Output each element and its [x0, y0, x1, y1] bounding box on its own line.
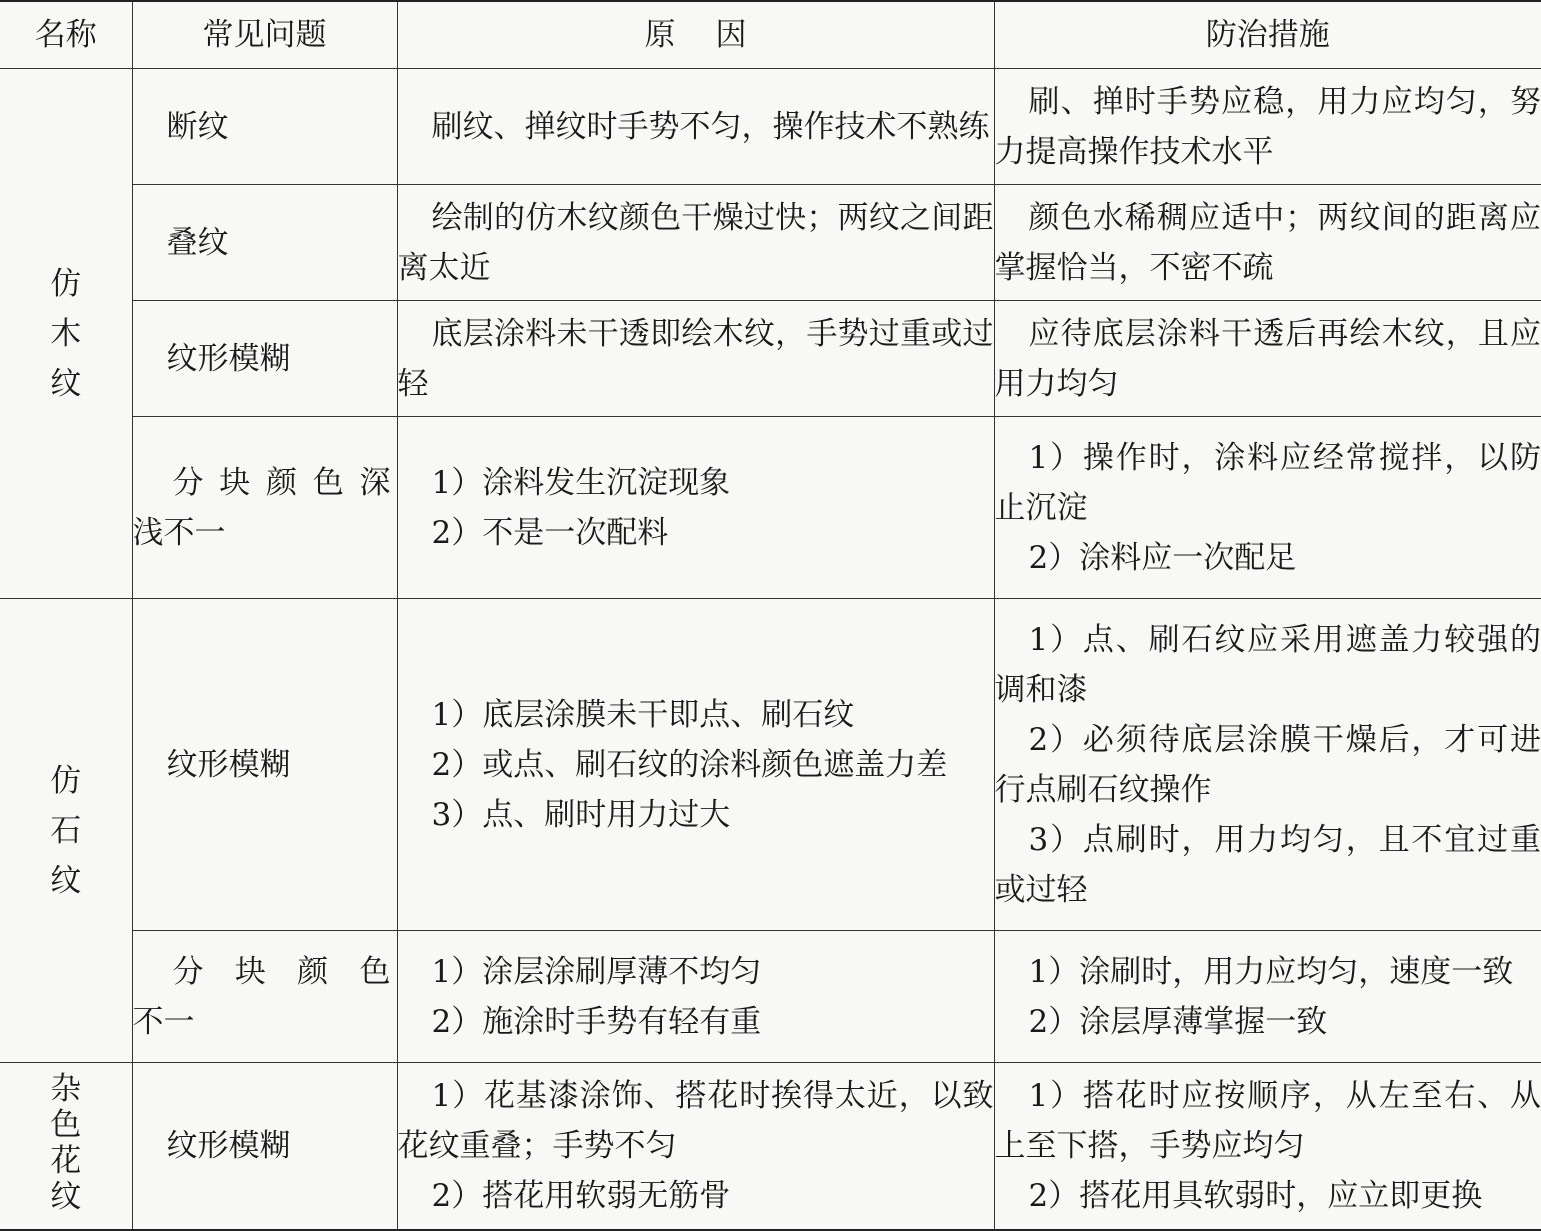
category-mixed: 杂色花纹: [0, 1063, 132, 1231]
cause-cell: 1）花基漆涂饰、搭花时挨得太近，以致花纹重叠；手势不匀 2）搭花用软弱无筋骨: [397, 1063, 994, 1231]
cause-cell: 绘制的仿木纹颜色干燥过快；两纹之间距离太近: [397, 185, 994, 301]
prevention-cell: 应待底层涂料干透后再绘木纹，且应用力均匀: [994, 301, 1541, 417]
cause-cell: 1）涂层涂刷厚薄不均匀 2）施涂时手势有轻有重: [397, 931, 994, 1063]
prevention-cell: 1）操作时，涂料应经常搅拌，以防止沉淀 2）涂料应一次配足: [994, 417, 1541, 599]
table-row: [0, 931, 1541, 1063]
prevention-cell: 刷、掸时手势应稳，用力应均匀，努力提高操作技术水平: [994, 69, 1541, 185]
problem-cell: 纹形模糊: [132, 1063, 397, 1231]
table-row: [0, 185, 1541, 301]
table-row: [0, 301, 1541, 417]
problem-cell: 纹形模糊: [132, 301, 397, 417]
prevention-cell: 1）搭花时应按顺序，从左至右、从上至下搭，手势应均匀 2）搭花用具软弱时，应立即更换: [994, 1063, 1541, 1231]
problem-cell: 分块颜色 不一: [132, 931, 397, 1063]
header-cause: 原因: [397, 1, 994, 69]
cause-cell: 1）底层涂膜未干即点、刷石纹 2）或点、刷石纹的涂料颜色遮盖力差 3）点、刷时用力过大: [397, 599, 994, 931]
problem-cell: 断纹: [132, 69, 397, 185]
header-problem: 常见问题: [132, 1, 397, 69]
problem-cell: 叠纹: [132, 185, 397, 301]
category-wood: 仿木纹: [0, 69, 132, 599]
header-prevention: 防治措施: [994, 1, 1541, 69]
table-row: [0, 417, 1541, 599]
header-row: [0, 1, 1541, 69]
cause-cell: 刷纹、掸纹时手势不匀，操作技术不熟练: [397, 69, 994, 185]
cause-cell: 1）涂料发生沉淀现象 2）不是一次配料: [397, 417, 994, 599]
table-row: [0, 69, 1541, 185]
prevention-cell: 颜色水稀稠应适中；两纹间的距离应掌握恰当，不密不疏: [994, 185, 1541, 301]
problem-cell: 纹形模糊: [132, 599, 397, 931]
table-row: [0, 599, 1541, 931]
category-stone: 仿石纹: [0, 599, 132, 1063]
problem-cell: 分块颜色深 浅不一: [132, 417, 397, 599]
header-name: 名称: [0, 1, 132, 69]
prevention-cell: 1）涂刷时，用力应均匀，速度一致 2）涂层厚薄掌握一致: [994, 931, 1541, 1063]
prevention-cell: 1）点、刷石纹应采用遮盖力较强的调和漆 2）必须待底层涂膜干燥后，才可进行点刷石纹操作 3）点刷时，用力均匀，且不宜过重或过轻: [994, 599, 1541, 931]
cause-cell: 底层涂料未干透即绘木纹，手势过重或过轻: [397, 301, 994, 417]
table-row: [0, 1063, 1541, 1231]
